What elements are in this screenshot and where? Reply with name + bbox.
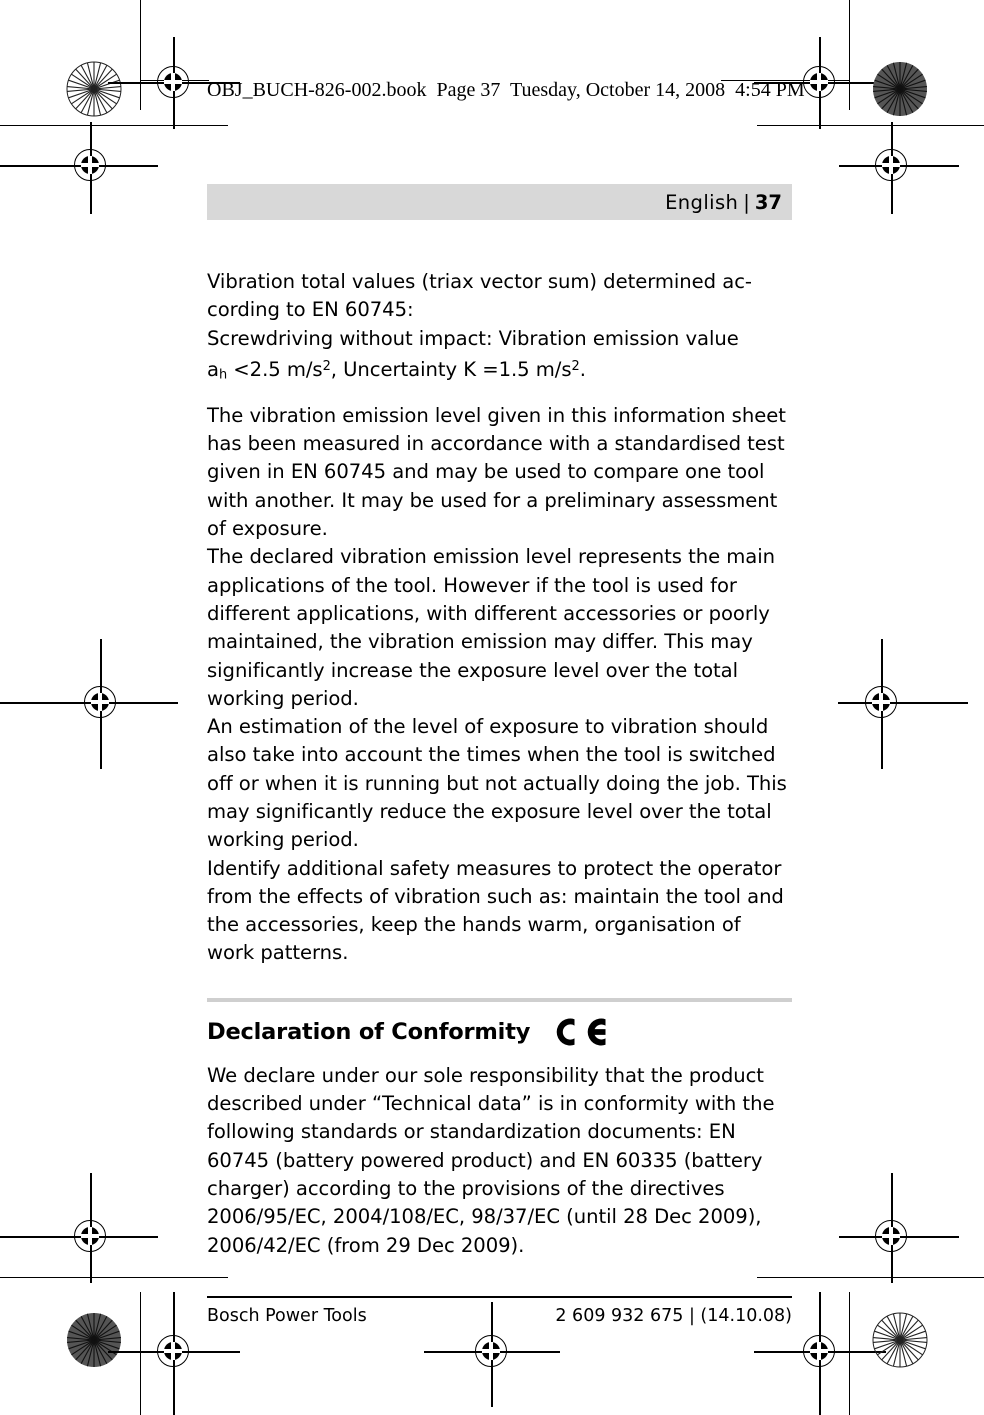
crop-rule-right-top <box>849 0 850 110</box>
paragraph-estimation-exposure: An estimation of the level of exposure to vibration should also take into account the times when the tool is switched off or when it is running but not actually doing the job. This may significantly reduce the exposure level over the total working period. <box>207 715 787 852</box>
header-separator: | <box>743 190 750 214</box>
page-content <box>207 0 792 1326</box>
registration-starburst-bottom-left <box>66 1312 122 1368</box>
registration-crosshair-bottom-right <box>794 1326 846 1378</box>
registration-crosshair-bottom-left <box>148 1326 200 1378</box>
vibration-value-exponent: 2 <box>322 358 331 374</box>
crop-rule-top-left <box>0 125 228 126</box>
header-page-number: 37 <box>754 190 782 214</box>
section-divider <box>207 998 792 1002</box>
footer-right-text: 2 609 932 675 | (14.10.08) <box>555 1305 792 1326</box>
header-language: English <box>665 190 739 214</box>
starburst-icon <box>66 1312 122 1368</box>
vibration-line-3: Screwdriving without impact: Vibration emission value <box>207 326 739 350</box>
crop-rule-left-top <box>140 0 141 110</box>
registration-starburst-top-right <box>872 61 928 117</box>
page-header-band <box>207 184 792 220</box>
registration-crosshair-right-upper <box>866 140 918 192</box>
registration-crosshair-left-middle <box>75 677 127 729</box>
vibration-line-2: cording to EN 60745: <box>207 298 414 322</box>
paragraph-safety-measures: Identify additional safety measures to protect the operator from the effects of vibration such as: maintain the tool and the accessories, keep the hands warm, organisation of work patterns. <box>207 856 784 965</box>
registration-crosshair-left-lower <box>65 1211 117 1263</box>
paragraph-vibration-measurement: The vibration emission level given in this information sheet has been measured in accordance with a standardised test given in EN 60745 and may be used to compare one tool with another. It may be used for a preliminary assessment of exposure. <box>207 403 786 541</box>
registration-crosshair-right-lower <box>866 1211 918 1263</box>
crop-rule-right-bottom <box>849 1292 850 1415</box>
ce-mark-icon <box>552 1015 610 1049</box>
registration-crosshair-top-left <box>148 57 200 109</box>
registration-starburst-top-left <box>66 61 122 117</box>
paragraph-declaration: We declare under our sole responsibility that the product described under “Technical data” is in conformity with the following standards or standardization documents: EN 60745 (battery powered product) and EN 60335 (battery charger) according to the provisions of the directives 2006/95/EC, 2004/108/EC, 98/37/EC (until 28 Dec 2009), 2006/42/EC (from 29 Dec 2009). <box>207 1063 775 1257</box>
registration-crosshair-left-upper <box>65 140 117 192</box>
paragraph-declared-level: The declared vibration emission level represents the main applications of the tool. However if the tool is used for different applications, with different accessories or poorly maintained, the vibration emission may differ. This may significantly increase the exposure level over the total working period. <box>207 545 776 710</box>
registration-starburst-bottom-right <box>872 1312 928 1368</box>
registration-crosshair-bottom-center <box>466 1326 518 1378</box>
section-heading-row <box>207 1015 792 1049</box>
vibration-values-block <box>207 268 792 390</box>
section-heading: Declaration of Conformity <box>207 1018 531 1045</box>
uncertainty-exponent: 2 <box>571 358 580 374</box>
uncertainty-value: , Uncertainty K =1.5 m/s <box>330 357 572 381</box>
vibration-emission-value <box>207 353 792 390</box>
starburst-icon <box>872 1312 928 1368</box>
footer-left-text: Bosch Power Tools <box>207 1305 367 1326</box>
sentence-period: . <box>579 357 586 381</box>
footer-rule <box>207 1296 792 1298</box>
print-header-text: OBJ_BUCH-826-002.book Page 37 Tuesday, October 14, 2008 4:54 PM <box>207 79 805 101</box>
starburst-icon <box>872 61 928 117</box>
crop-rule-bottom-left <box>0 1277 228 1278</box>
crop-rule-left-bottom <box>140 1292 141 1415</box>
symbol-a: a <box>207 357 219 381</box>
page-footer <box>207 1306 792 1326</box>
vibration-value: <2.5 m/s <box>227 357 323 381</box>
symbol-a-subscript: h <box>218 367 228 383</box>
paragraph-gap <box>207 390 792 402</box>
registration-crosshair-right-middle <box>856 677 908 729</box>
starburst-icon <box>66 61 122 117</box>
vibration-line-1: Vibration total values (triax vector sum) determined ac- <box>207 270 752 293</box>
